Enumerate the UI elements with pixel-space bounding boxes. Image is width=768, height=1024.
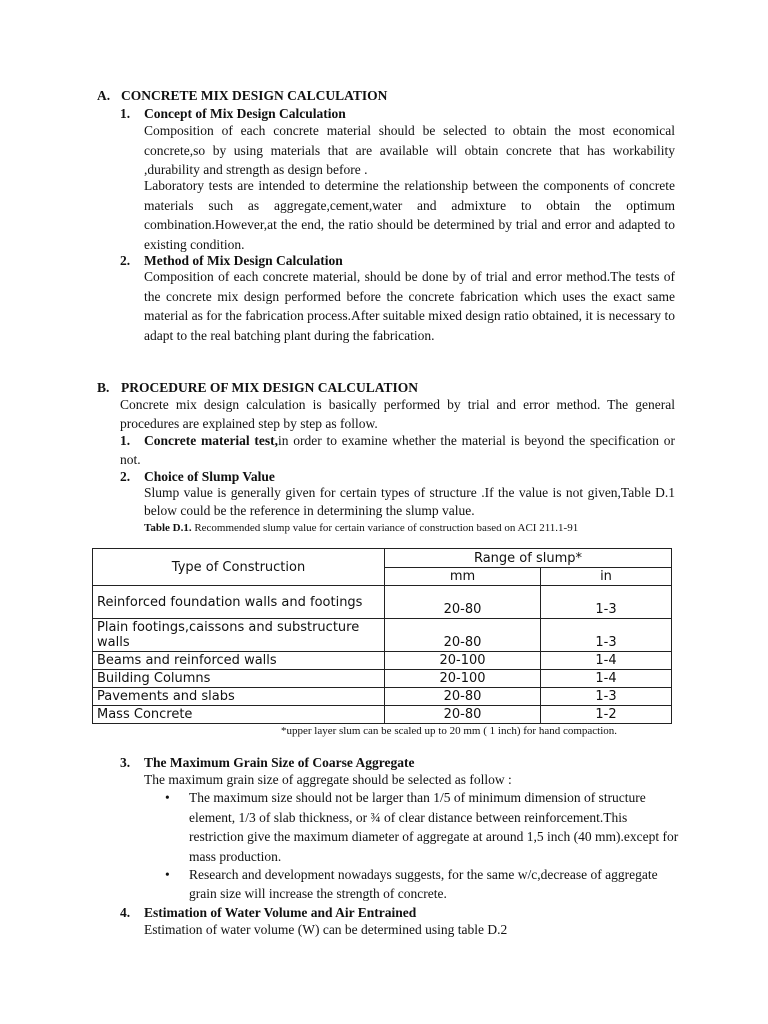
section-a-item-1-heading: 1. Concept of Mix Design Calculation <box>120 106 346 121</box>
table-header-row <box>93 549 672 568</box>
cell-type: Reinforced foundation walls and footings <box>93 586 385 619</box>
table-row <box>93 670 672 688</box>
section-a-item-1-paragraph-2: Laboratory tests are intended to determine the relationship between the components of concrete materials such as aggregate,cement,water and admixture to obtain the optimum combination.However,at the end, the ratio should be determined by trial and error and adapted to existing condition. <box>144 178 675 252</box>
table-row <box>93 586 672 619</box>
cell-type: Building Columns <box>93 670 385 688</box>
cell-in: 1-3 <box>541 586 672 619</box>
bullet-icon: • <box>165 790 170 805</box>
cell-mm: 20-80 <box>385 586 541 619</box>
section-b-item-1: 1. Concrete material test,in order to examine whether the material is beyond the specification or not. <box>120 433 675 467</box>
cell-in: 1-3 <box>541 688 672 706</box>
section-a-item-2-paragraph: Composition of each concrete material, should be done by of trial and error method.The tests of the concrete mix design performed before the concrete fabrication which uses the exact same material as for the fabrication process.After suitable mixed design ratio obtained, it is necessary to adapt to the real batching plant during the fabrication. <box>144 269 675 343</box>
header-in: in <box>541 568 672 586</box>
cell-in: 1-2 <box>541 706 672 724</box>
cell-mm: 20-80 <box>385 619 541 652</box>
table-caption <box>144 519 578 538</box>
section-a-item-2-heading: 2. Method of Mix Design Calculation <box>120 253 343 268</box>
cell-mm: 20-100 <box>385 670 541 688</box>
section-b-title: PROCEDURE OF MIX DESIGN CALCULATION <box>121 380 419 395</box>
cell-in: 1-3 <box>541 619 672 652</box>
cell-type: Plain footings,caissons and substructure walls <box>93 619 385 652</box>
section-b-item-1-heading: Concrete material test, <box>144 433 279 448</box>
bullet-text: The maximum size should not be larger than 1/5 of minimum dimension of structure element, 1/3 of slab thickness, or ¾ of clear distance between reinforcement.This restriction give the maximum diameter of aggregate at around 1,5 inch (40 mm).except for mass production. <box>189 790 679 864</box>
section-b-item-3-heading: 3. The Maximum Grain Size of Coarse Aggregate <box>120 755 415 770</box>
table-caption-label: Table D.1. <box>144 522 192 534</box>
section-b-intro: Concrete mix design calculation is basically performed by trial and error method. The general procedures are explained step by step as follow. <box>120 397 675 431</box>
table-row <box>93 706 672 724</box>
slump-table <box>92 548 672 724</box>
section-b-item-4-text: Estimation of water volume (W) can be determined using table D.2 <box>144 922 508 937</box>
table-caption-text: Recommended slump value for certain variance of construction based on ACI 211.1-91 <box>191 522 579 534</box>
section-a-marker: A. <box>97 88 111 103</box>
section-b-item-3-intro: The maximum grain size of aggregate should be selected as follow : <box>144 772 512 787</box>
table-row <box>93 619 672 652</box>
table-row <box>93 688 672 706</box>
section-a-heading <box>97 86 387 105</box>
cell-type: Beams and reinforced walls <box>93 652 385 670</box>
table-footnote: *upper layer slum can be scaled up to 20 mm ( 1 inch) for hand compaction. <box>281 725 618 737</box>
cell-type: Mass Concrete <box>93 706 385 724</box>
bullet-icon: • <box>165 867 170 882</box>
section-b-item-1-text: in order to examine whether the material is beyond the specification or not. <box>120 433 675 467</box>
cell-in: 1-4 <box>541 670 672 688</box>
cell-mm: 20-80 <box>385 688 541 706</box>
bullet-text: Research and development nowadays suggests, for the same w/c,decrease of aggregate grain size will increase the strength of concrete. <box>189 867 658 901</box>
section-a-title: CONCRETE MIX DESIGN CALCULATION <box>121 88 388 103</box>
header-mm: mm <box>385 568 541 586</box>
cell-mm: 20-80 <box>385 706 541 724</box>
cell-mm: 20-100 <box>385 652 541 670</box>
section-b-item-2-heading: 2. Choice of Slump Value <box>120 469 275 484</box>
header-range-of-slump: Range of slump* <box>385 549 672 568</box>
section-a-item-1-paragraph-1: Composition of each concrete material should be selected to obtain the most economical concrete,so by using materials that are available will obtain concrete that has workability ,durability and strength as design before . <box>144 123 675 177</box>
section-b-marker: B. <box>97 380 110 395</box>
section-b-item-4-heading: 4. Estimation of Water Volume and Air Entrained <box>120 905 417 920</box>
cell-type: Pavements and slabs <box>93 688 385 706</box>
header-type-of-construction: Type of Construction <box>93 549 385 586</box>
table-row <box>93 652 672 670</box>
section-b-item-2-text: Slump value is generally given for certain types of structure .If the value is not given,Table D.1 below could be the reference in determining the slump value. <box>144 485 675 518</box>
cell-in: 1-4 <box>541 652 672 670</box>
